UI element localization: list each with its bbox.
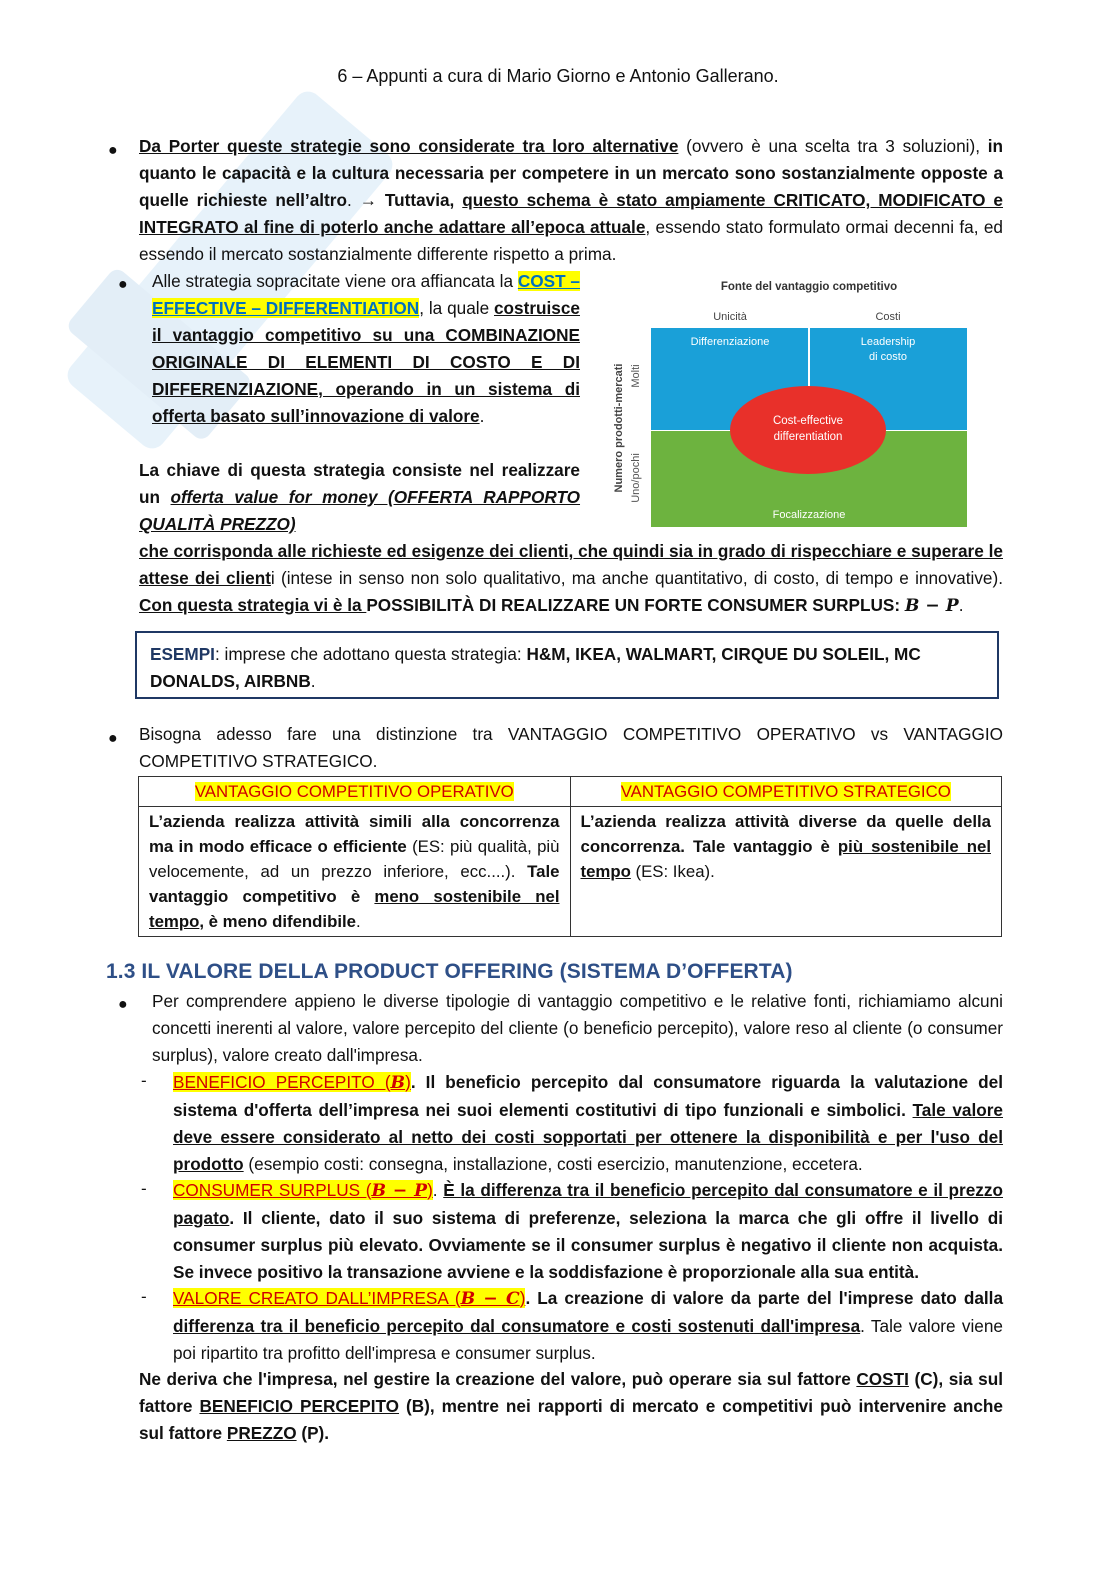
paragraph-distinction: Bisogna adesso fare una distinzione tra VANTAGGIO COMPETITIVO OPERATIVO vs VANTAGGIO COMPETITIVO STRATEGICO. bbox=[139, 724, 1003, 771]
dash-marker: - bbox=[141, 1179, 147, 1198]
item-consumer-surplus: CONSUMER SURPLUS (B − P). È la differenza tra il beneficio percepito dal consumatore e il prezzo pagato. Il cliente, dato il suo sistema di preferenze, seleziona la marca che gli offre il livello di consumer surplus più elevato. Ovviamente se il consumer surplus è negativo il cliente non acquista. Se invece positivo la transazione avviene e la soddisfazione è proporzionale alla sua entità. bbox=[173, 1180, 1003, 1282]
bullet-dot-icon: ● bbox=[108, 142, 118, 159]
right-arrow-icon: → bbox=[359, 190, 377, 210]
paragraph-key-strategy-top: La chiave di questa strategia consiste nel realizzare un offerta value for money (OFFERTA RAPPORTO QUALITÀ PREZZO) bbox=[139, 460, 581, 534]
figure-y-axis-label: Numero prodotti-mercati bbox=[613, 363, 625, 493]
col-header-strategico: VANTAGGIO COMPETITIVO STRATEGICO bbox=[570, 777, 1002, 807]
cost-effective-term: COST – EFFECTIVE – DIFFERENTIATION bbox=[152, 271, 580, 318]
page-header: 6 – Appunti a cura di Mario Giorno e Antonio Gallerano. bbox=[337, 66, 779, 86]
paragraph-key-strategy-rest: che corrisponda alle richieste ed esigenze dei clienti, che quindi sia in grado di rispecchiare e superare le attese dei clienti (intese in senso non solo qualitativo, ma anche quantitativo, di costo, di tempo e innovative). Con questa strategia vi è la POSSIBILITÀ DI REALIZZARE UN FORTE CONSUMER SURPLUS: B − P. bbox=[139, 541, 1003, 616]
center-ellipse bbox=[730, 386, 886, 474]
quadrant-leadership-label-1: Leadership bbox=[860, 336, 916, 348]
item-valore-creato: VALORE CREATO DALL’IMPRESA (B − C). La creazione di valore da parte del l'imprese dato dalla differenza tra il beneficio percepito dal consumatore e costi sostenuti dall'impresa. Tale valore viene poi ripartito tra profitto dell'impresa e consumer surplus. bbox=[173, 1288, 1004, 1363]
dash-marker: - bbox=[141, 1287, 147, 1306]
examples-box: ESEMPI: imprese che adottano questa strategia: H&M, IKEA, WALMART, CIRQUE DU SOLEIL, MC DONALDS, AIRBNB. bbox=[135, 631, 999, 699]
cell-operativo: L’azienda realizza attività simili alla concorrenza ma in modo efficace o efficiente (ES: più qualità, più velocemente, ad un prezzo inferiore, ecc....). Tale vantaggio competitivo è meno sostenibile nel tempo, è meno difendibile. bbox=[139, 807, 571, 937]
paragraph-cost-effective: Alle strategia sopracitate viene ora affiancata la COST – EFFECTIVE – DIFFERENTIATION, la quale costruisce il vantaggio competitivo su una COMBINAZIONE ORIGINALE DI ELEMENTI DI COSTO E DI DIFFERENZIAZIONE, operando in un sistema di offerta basato sull’innovazione di valore. bbox=[152, 271, 580, 426]
section-title: 1.3 IL VALORE DELLA PRODUCT OFFERING (SISTEMA D’OFFERTA) bbox=[106, 960, 793, 983]
bullet-dot-icon: ● bbox=[118, 276, 128, 293]
quadrant-differenziazione-label: Differenziazione bbox=[690, 336, 770, 348]
center-label-1: Cost-effective bbox=[772, 415, 844, 427]
figure-title: Fonte del vantaggio competitivo bbox=[720, 281, 898, 293]
quadrant-focalizzazione-label: Focalizzazione bbox=[772, 509, 846, 521]
figure-y-molti: Molti bbox=[630, 364, 642, 388]
item-beneficio-percepito: BENEFICIO PERCEPITO (B). Il beneficio percepito dal consumatore riguarda la valutazione del sistema d'offerta dell’impresa nei suoi elementi costitutivi di tipo funzionali e simbolici. Tale valore deve essere considerato al netto dei costi sopportati per ottenere la disponibilità e per l'uso del prodotto (esempio costi: consegna, installazione, costi esercizio, manutenzione, eccetera. bbox=[173, 1072, 1004, 1174]
paragraph-porter: Da Porter queste strategie sono considerate tra loro alternative (ovvero è una scelta tra 3 soluzioni), in quanto le capacità e la cultura necessaria per competere in un mercato sono sostanzialmente opposte a quelle richieste nell’altro. → Tuttavia, questo schema è stato ampiamente CRITICATO, MODIFICATO e INTEGRATO al fine di poterlo anche adattare all’epoca attuale, essendo stato formulato ormai decenni fa, ed essendo il mercato sostanzialmente differente rispetto a prima. bbox=[139, 136, 1003, 264]
paragraph-conclusion: Ne deriva che l'impresa, nel gestire la creazione del valore, può operare sia sul fattore COSTI (C), sia sul fattore BENEFICIO PERCEPITO (B), mentre nei rapporti di mercato e competitivi può intervenire anche sul fattore PREZZO (P). bbox=[139, 1369, 1004, 1443]
table-row bbox=[139, 807, 1002, 937]
figure-col-unicita: Unicità bbox=[713, 311, 747, 323]
comparison-table bbox=[138, 776, 1002, 937]
cell-strategico: L’azienda realizza attività diverse da quelle della concorrenza. Tale vantaggio è più sostenibile nel tempo (ES: Ikea). bbox=[570, 807, 1002, 937]
bullet-dot-icon: ● bbox=[118, 996, 128, 1013]
examples-label: ESEMPI bbox=[150, 644, 215, 664]
porter-statement: Da Porter queste strategie sono considerate tra loro alternative bbox=[139, 136, 679, 156]
figure-col-costi: Costi bbox=[875, 311, 901, 323]
dash-marker: - bbox=[141, 1071, 147, 1090]
figure-y-pochi: Uno/pochi bbox=[630, 453, 642, 503]
col-header-operativo: VANTAGGIO COMPETITIVO OPERATIVO bbox=[139, 777, 571, 807]
bullet-dot-icon: ● bbox=[108, 730, 118, 747]
competitive-advantage-figure bbox=[604, 276, 974, 532]
quadrant-leadership-label-2: di costo bbox=[869, 351, 907, 363]
table-header-row bbox=[139, 777, 1002, 807]
center-label-2: differentiation bbox=[773, 431, 843, 443]
paragraph-value-intro: Per comprendere appieno le diverse tipologie di vantaggio competitivo e le relative fonti, richiamiamo alcuni concetti inerenti al valore, valore percepito del cliente (o beneficio percepito), valore reso al cliente (o consumer surplus), valore creato dall'impresa. bbox=[152, 991, 1003, 1065]
